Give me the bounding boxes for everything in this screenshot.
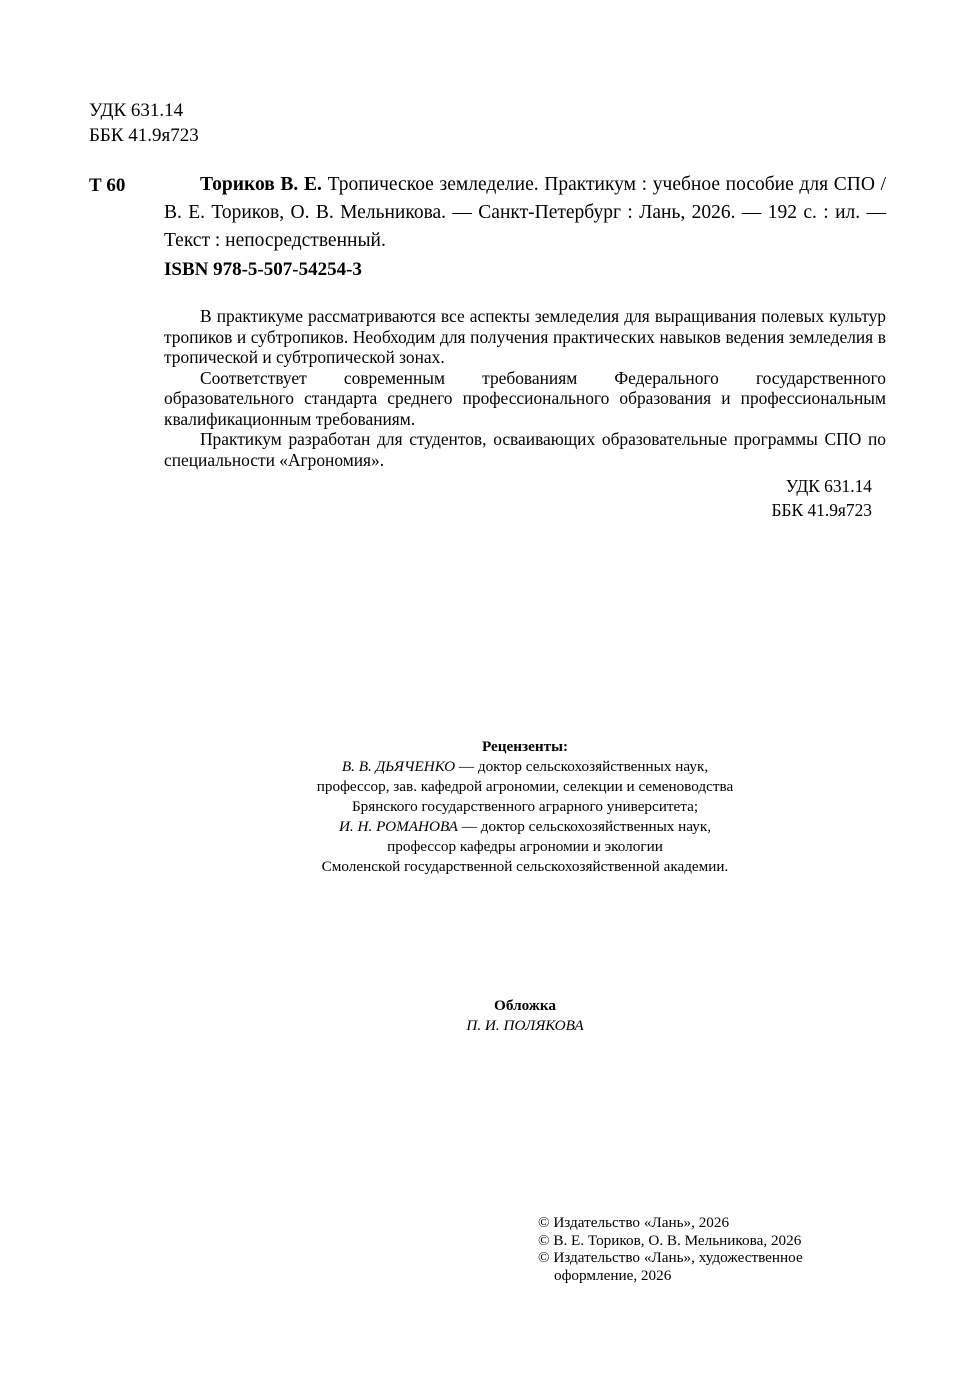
header-bbk: ББК 41.9я723 bbox=[89, 125, 199, 146]
reviewer-degree: — доктор сельскохозяйственных наук, bbox=[455, 758, 709, 775]
annotation-paragraph: Соответствует современным требованиям Федерального государственного образовательного стандарта среднего профессионального образования и профессиональным квалификационным требованиям. bbox=[164, 367, 886, 429]
author-catalog-code: Т 60 bbox=[89, 175, 126, 196]
annotation-classification-codes bbox=[700, 474, 872, 522]
copyright-line: © В. Е. Ториков, О. В. Мельникова, 2026 bbox=[538, 1231, 802, 1249]
cover-designer: П. И. ПОЛЯКОВА bbox=[466, 1017, 584, 1034]
annotation-paragraph: В практикуме рассматриваются все аспекты земледелия для выращивания полевых культур тропиков и субтропиков. Необходим для получения практических навыков ведения земледелия в тропической и субтропической зонах. bbox=[164, 306, 886, 367]
reviewer-name: В. В. ДЬЯЧЕНКО bbox=[341, 758, 456, 775]
bibliographic-record bbox=[164, 171, 886, 255]
reviewer-name: И. Н. РОМАНОВА bbox=[338, 818, 458, 835]
annotation-paragraph: Практикум разработан для студентов, осваивающих образовательные программы СПО по специальности «Агрономия». bbox=[164, 429, 886, 470]
reviewer-first bbox=[225, 757, 825, 777]
reviewer-affiliation: Брянского государственного аграрного университета; bbox=[351, 798, 699, 815]
reviewer-degree: — доктор сельскохозяйственных наук, bbox=[457, 818, 712, 835]
record-description: Тропическое земледелие. Практикум : учебное пособие для СПО / В. Е. Ториков, О. В. Мельникова. — Санкт-Петербург : Лань, 2026. — 192 с. : ил. — Текст : непосредственный. bbox=[164, 174, 887, 251]
copyright-line-continuation: оформление, 2026 bbox=[554, 1266, 672, 1284]
reviewer-position: профессор, зав. кафедрой агрономии, селекции и семеноводства bbox=[316, 778, 734, 795]
reviewer-second bbox=[225, 817, 825, 837]
annotation-bbk: ББК 41.9я723 bbox=[771, 500, 872, 520]
reviewers-heading: Рецензенты: bbox=[481, 738, 569, 755]
header-udk: УДК 631.14 bbox=[89, 100, 184, 121]
copyright-line: © Издательство «Лань», художественное bbox=[538, 1249, 803, 1266]
annotation-udk: УДК 631.14 bbox=[785, 476, 872, 496]
reviewers-block bbox=[225, 737, 825, 877]
header-classification-codes bbox=[89, 98, 199, 148]
record-author: Ториков В. Е. bbox=[200, 174, 322, 195]
isbn: ISBN 978-5-507-54254-3 bbox=[164, 259, 362, 280]
annotation bbox=[164, 306, 886, 470]
cover-credit bbox=[325, 996, 725, 1036]
reviewer-position: профессор кафедры агрономии и экологии bbox=[387, 838, 663, 855]
copyright-line: © Издательство «Лань», 2026 bbox=[538, 1214, 730, 1231]
copyright-block bbox=[538, 1214, 858, 1284]
cover-heading: Обложка bbox=[494, 997, 556, 1014]
reviewer-affiliation: Смоленской государственной сельскохозяйственной академии. bbox=[321, 858, 729, 875]
